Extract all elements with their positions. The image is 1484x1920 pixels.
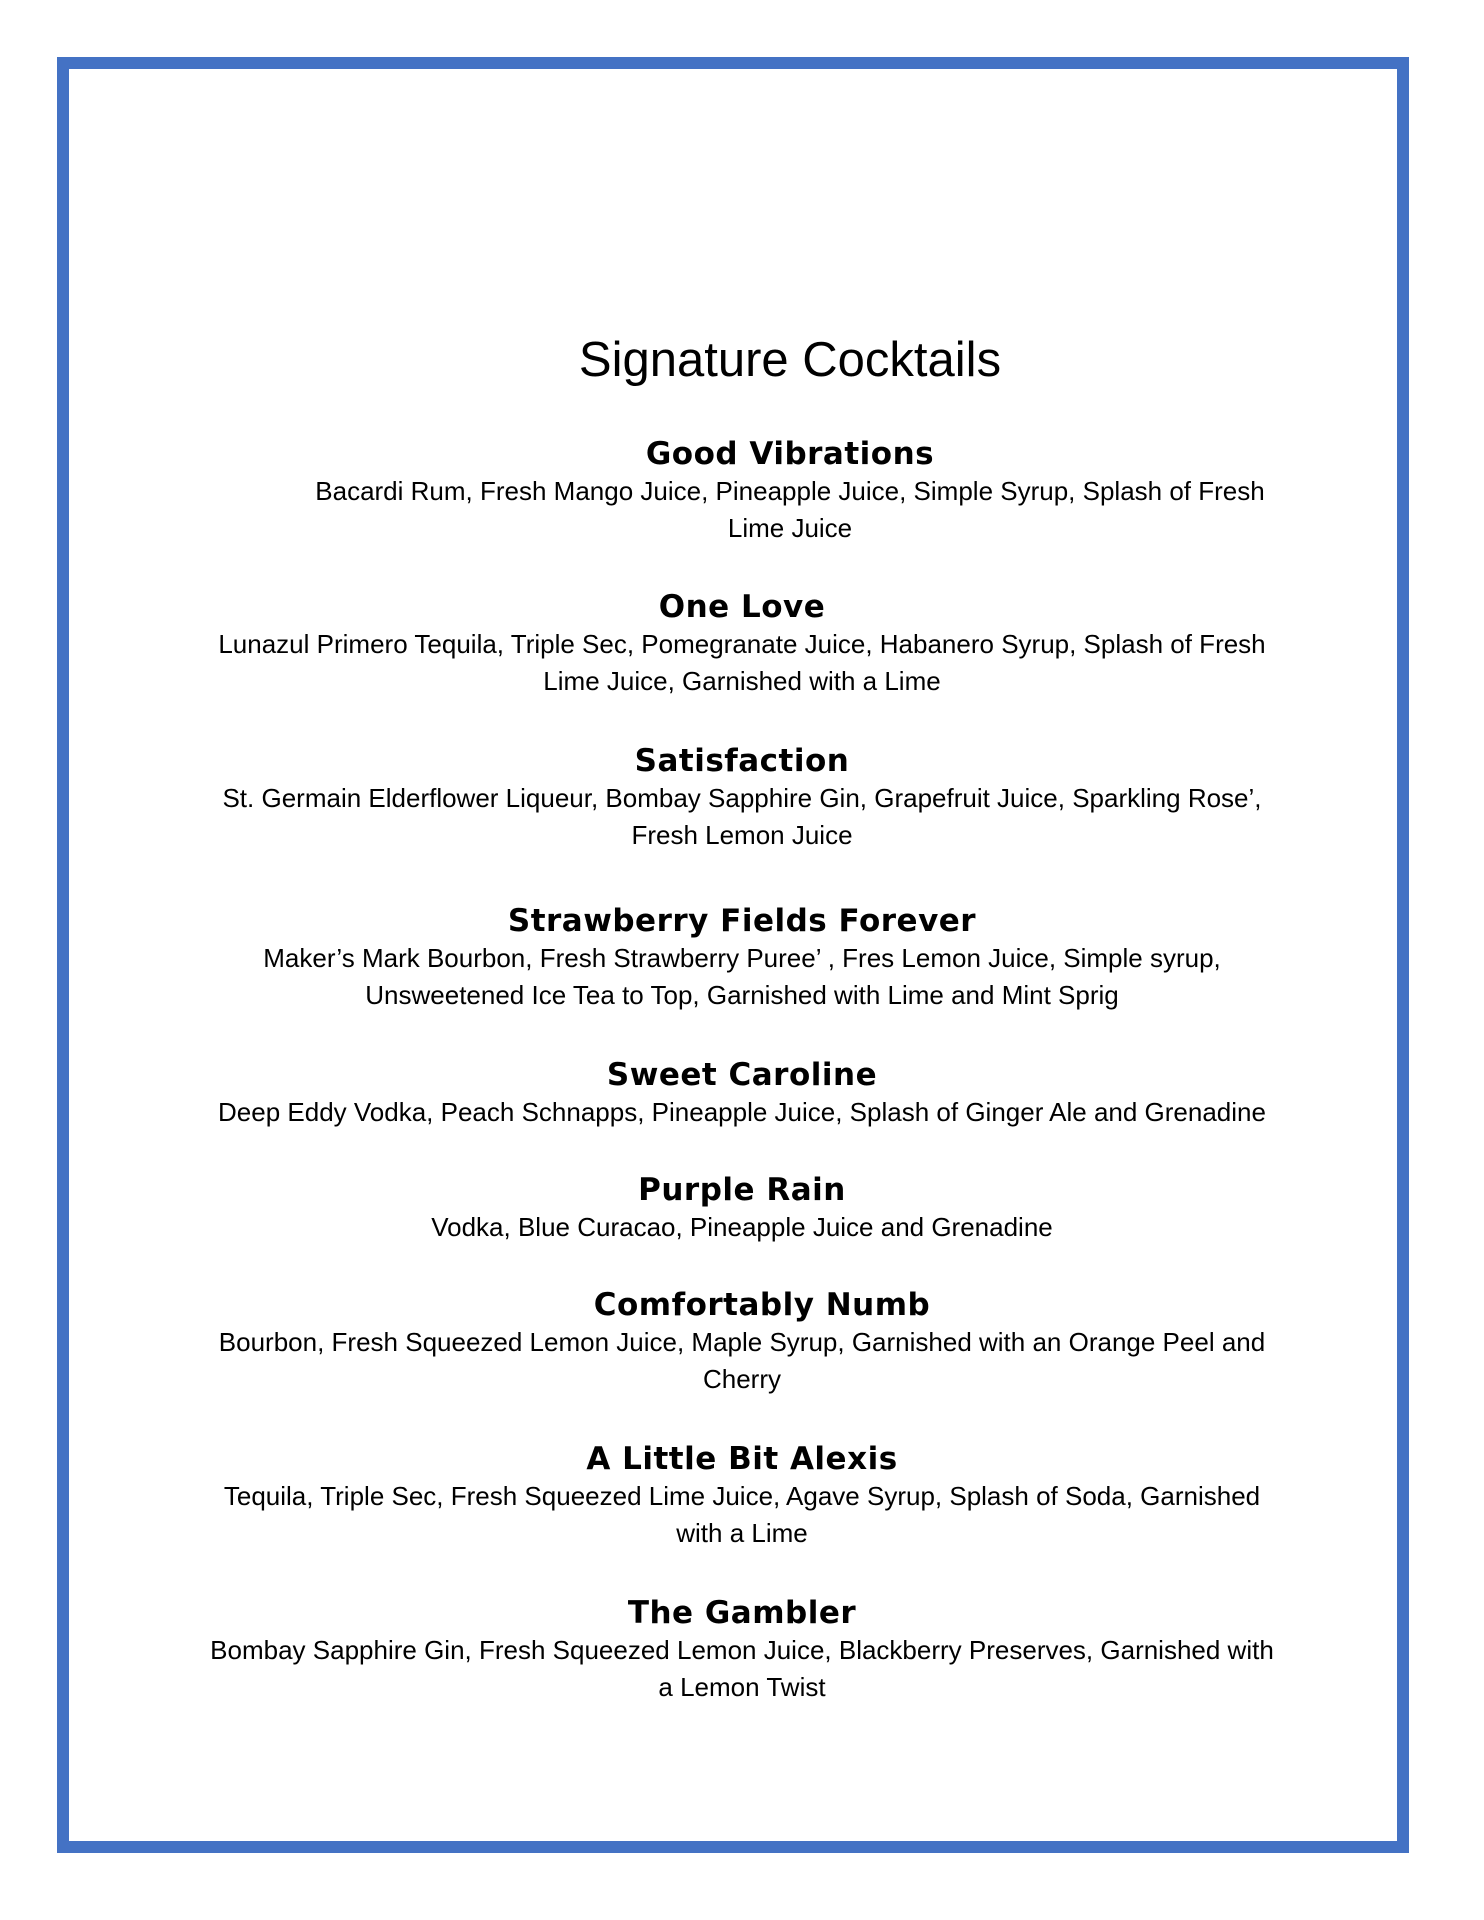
menu-item bbox=[0, 1594, 1484, 1706]
cocktail-name: A Little Bit Alexis bbox=[586, 1441, 898, 1477]
cocktail-description bbox=[182, 1478, 1302, 1552]
cocktail-description bbox=[182, 1632, 1302, 1706]
description-line: Deep Eddy Vodka, Peach Schnapps, Pineapple Juice, Splash of Ginger Ale and Grenadine bbox=[218, 1097, 1266, 1127]
cocktail-name: Sweet Caroline bbox=[606, 1057, 878, 1093]
description-line: Bourbon, Fresh Squeezed Lemon Juice, Maple Syrup, Garnished with an Orange Peel and bbox=[218, 1327, 1266, 1357]
description-line: Tequila, Triple Sec, Fresh Squeezed Lime Juice, Agave Syrup, Splash of Soda, Garnished bbox=[223, 1481, 1261, 1511]
description-line: Unsweetened Ice Tea to Top, Garnished with Lime and Mint Sprig bbox=[365, 980, 1119, 1010]
description-line: St. Germain Elderflower Liqueur, Bombay Sapphire Gin, Grapefruit Juice, Sparkling Rose’, bbox=[222, 783, 1262, 813]
cocktail-description bbox=[182, 780, 1302, 854]
menu-item bbox=[0, 1171, 1484, 1246]
description-line: Bombay Sapphire Gin, Fresh Squeezed Lemon Juice, Blackberry Preserves, Garnished with bbox=[210, 1635, 1274, 1665]
description-line: Lunazul Primero Tequila, Triple Sec, Pomegranate Juice, Habanero Syrup, Splash of Fresh bbox=[218, 629, 1266, 659]
menu-item bbox=[0, 588, 1484, 700]
cocktail-description bbox=[182, 626, 1302, 700]
cocktail-description bbox=[182, 1094, 1302, 1131]
cocktail-name: One Love bbox=[658, 589, 826, 625]
description-line: Vodka, Blue Curacao, Pineapple Juice and Grenadine bbox=[431, 1212, 1053, 1242]
cocktail-name: Purple Rain bbox=[638, 1172, 846, 1208]
cocktail-description bbox=[134, 473, 1350, 547]
description-line: Cherry bbox=[702, 1364, 781, 1394]
menu-item bbox=[0, 902, 1484, 1014]
cocktail-name: Strawberry Fields Forever bbox=[507, 903, 977, 939]
description-line: Lime Juice bbox=[727, 513, 853, 543]
cocktail-description bbox=[182, 1209, 1302, 1246]
menu-item bbox=[0, 1440, 1484, 1552]
cocktail-name: Comfortably Numb bbox=[593, 1287, 931, 1323]
cocktail-description bbox=[182, 940, 1302, 1014]
description-line: Bacardi Rum, Fresh Mango Juice, Pineapple Juice, Simple Syrup, Splash of Fresh bbox=[315, 476, 1265, 506]
description-line: Lime Juice, Garnished with a Lime bbox=[543, 666, 941, 696]
cocktail-name: Satisfaction bbox=[634, 743, 850, 779]
description-line: with a Lime bbox=[676, 1518, 808, 1548]
description-line: Fresh Lemon Juice bbox=[631, 820, 853, 850]
cocktail-description bbox=[182, 1324, 1302, 1398]
menu-title: Signature Cocktails bbox=[578, 333, 1002, 387]
menu-item bbox=[0, 435, 1484, 547]
menu-item bbox=[0, 1286, 1484, 1398]
cocktail-name: The Gambler bbox=[627, 1595, 857, 1631]
menu-item bbox=[0, 742, 1484, 854]
description-line: a Lemon Twist bbox=[658, 1672, 826, 1702]
cocktail-name: Good Vibrations bbox=[645, 436, 935, 472]
description-line: Maker’s Mark Bourbon, Fresh Strawberry Puree’ , Fres Lemon Juice, Simple syrup, bbox=[263, 943, 1221, 973]
menu-item bbox=[0, 1056, 1484, 1131]
